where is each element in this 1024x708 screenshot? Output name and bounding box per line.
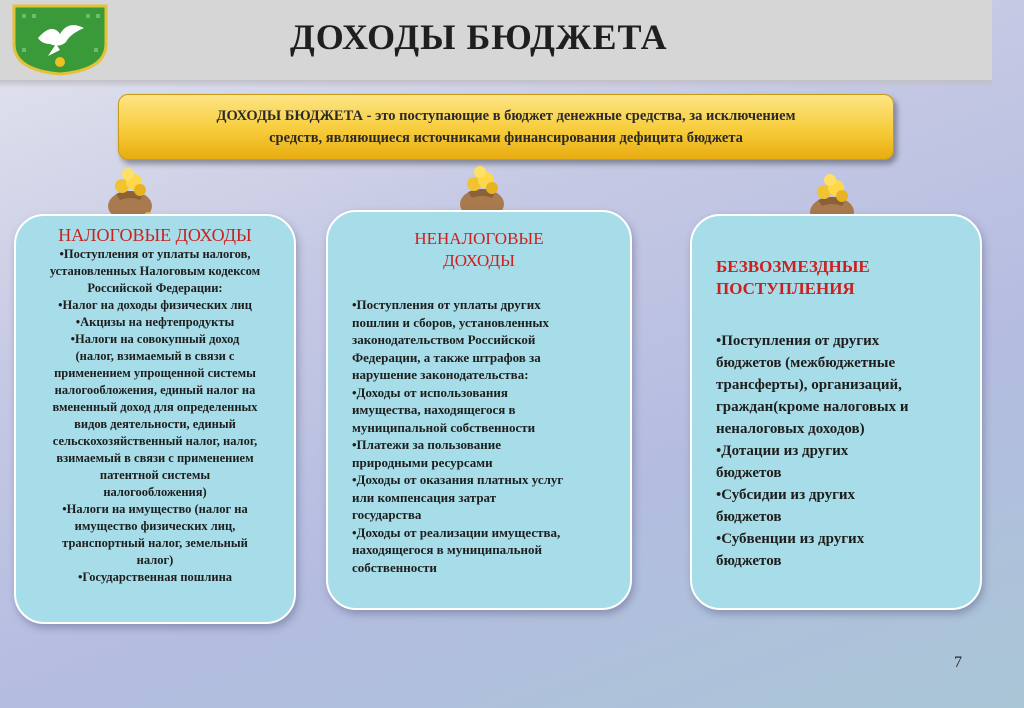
- list-item: бюджетов: [716, 465, 782, 481]
- list-item: •Субвенции из других: [716, 531, 865, 547]
- list-item: законодательством Российской: [352, 332, 536, 347]
- list-item: •Платежи за пользование: [352, 437, 501, 452]
- list-item: •Поступления от уплаты налогов,: [59, 247, 251, 261]
- list-item: нарушение законодательства:: [352, 367, 529, 382]
- list-item: природными ресурсами: [352, 454, 493, 470]
- list-item: •Доходы от оказания платных услуг: [352, 472, 564, 487]
- definition-banner: [118, 94, 894, 160]
- list-item: бюджетов (межбюджетные: [716, 355, 896, 371]
- list-item: •Доходы от реализации имущества,: [352, 524, 561, 540]
- header-shadow: [0, 80, 992, 88]
- non-tax-revenue-title: [328, 228, 630, 272]
- list-item: применением упрощенной системы: [54, 366, 256, 380]
- list-item: имущество физических лиц,: [74, 519, 236, 533]
- gratuitous-receipts-list: [692, 330, 980, 572]
- list-item: •Налог на доходы физических лиц: [58, 298, 252, 312]
- list-item: •Государственная пошлина: [77, 570, 233, 584]
- coat-of-arms-icon: [8, 4, 112, 76]
- list-item: государства: [352, 507, 422, 522]
- gratuitous-title-line-2: ПОСТУПЛЕНИЯ: [716, 279, 855, 298]
- list-item: •Субсидии из других: [716, 487, 856, 503]
- list-item: Федерации, а также штрафов за: [352, 349, 541, 365]
- list-item: •Поступления от уплаты других: [352, 297, 541, 312]
- list-item: •Налоги на совокупный доход: [70, 332, 240, 346]
- list-item: налог): [136, 553, 174, 567]
- tax-revenue-title: НАЛОГОВЫЕ ДОХОДЫ: [58, 225, 252, 245]
- list-item: находящегося в муниципальной: [352, 542, 542, 557]
- list-item: сельскохозяйственный налог, налог,: [52, 434, 258, 448]
- list-item: трансферты), организаций,: [716, 377, 902, 393]
- list-item: налогообложения): [103, 485, 207, 499]
- list-item: •Дотации из других: [716, 443, 849, 459]
- list-item: (налог, взимаемый в связи с: [75, 349, 235, 363]
- list-item: установленных Налоговым кодексом: [49, 264, 261, 278]
- list-item: граждан(кроме налоговых и: [716, 399, 909, 415]
- definition-line-2: средств, являющиеся источниками финансирования дефицита бюджета: [269, 130, 743, 146]
- list-item: бюджетов: [716, 509, 782, 525]
- list-item: неналоговых доходов): [716, 421, 865, 437]
- definition-line-1: ДОХОДЫ БЮДЖЕТА - это поступающие в бюджет денежные средства, за исключением: [216, 108, 796, 124]
- list-item: •Доходы от использования: [352, 384, 508, 400]
- list-item: имущества, находящегося в: [352, 402, 516, 417]
- list-item: •Налоги на имущество (налог на: [62, 502, 248, 516]
- list-item: пошлин и сборов, установленных: [352, 314, 550, 330]
- list-item: •Акцизы на нефтепродукты: [75, 315, 235, 329]
- list-item: транспортный налог, земельный: [62, 536, 248, 550]
- non-tax-title-line-2: ДОХОДЫ: [443, 251, 515, 270]
- list-item: Российской Федерации:: [87, 281, 223, 295]
- non-tax-title-line-1: НЕНАЛОГОВЫЕ: [414, 229, 544, 248]
- tax-revenue-list: [16, 246, 294, 586]
- list-item: бюджетов: [716, 553, 782, 569]
- list-item: патентной системы: [99, 468, 211, 482]
- list-item: вмененный доход для определенных: [52, 400, 258, 414]
- page-title: ДОХОДЫ БЮДЖЕТА: [290, 17, 668, 57]
- non-tax-revenue-card: [326, 210, 632, 610]
- list-item: или компенсация затрат: [352, 489, 497, 505]
- gratuitous-receipts-card: [690, 214, 982, 610]
- tax-revenue-card: [14, 214, 296, 624]
- list-item: налогообложения, единый налог на: [54, 383, 256, 397]
- list-item: взимаемый в связи с применением: [56, 451, 254, 465]
- list-item: видов деятельности, единый: [74, 417, 236, 431]
- gratuitous-title-line-1: БЕЗВОЗМЕЗДНЫЕ: [716, 257, 870, 276]
- non-tax-revenue-list: [328, 296, 630, 576]
- page-number: 7: [954, 654, 962, 671]
- list-item: муниципальной собственности: [352, 419, 536, 435]
- gratuitous-receipts-title: [692, 256, 980, 300]
- list-item: •Поступления от других: [716, 333, 880, 349]
- list-item: собственности: [352, 559, 437, 575]
